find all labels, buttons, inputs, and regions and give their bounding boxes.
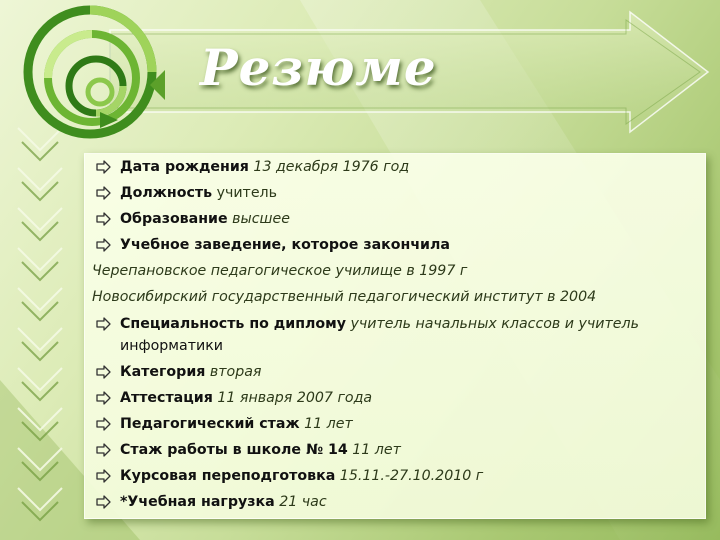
list-item [120,157,409,177]
resume-panel [84,153,706,519]
arrow-right-outline-icon [96,468,112,484]
item-value: 11 лет [304,416,353,432]
item-label: Учебное заведение, которое закончила [120,237,450,253]
item-value: вторая [209,364,262,380]
list-item [120,314,639,334]
list-item [120,414,353,434]
arrow-right-outline-icon [96,390,112,406]
arrow-right-outline-icon [96,316,112,332]
list-item [120,492,327,512]
item-value: 11 лет [352,442,401,458]
arrow-right-outline-icon [96,494,112,510]
arrow-right-outline-icon [96,364,112,380]
item-label: Образование [120,211,228,227]
arrow-right-outline-icon [96,237,112,253]
item-value: Новосибирский государственный педагогический институт в 2004 [92,289,597,305]
item-label: Аттестация [120,390,213,406]
list-item [120,209,290,229]
item-value-continued: информатики [120,338,223,354]
list-item [120,183,277,203]
item-label: Должность [120,185,213,201]
item-value: учитель [216,185,277,201]
item-label: Педагогический стаж [120,416,300,432]
list-item [120,440,401,460]
item-label: Стаж работы в школе № 14 [120,442,348,458]
item-label: Специальность по диплому [120,316,346,332]
list-item [120,235,450,255]
list-item [92,287,596,307]
arrow-right-outline-icon [96,185,112,201]
item-value: Черепановское педагогическое училище в 1997 г [92,263,468,279]
item-value: 11 января 2007 года [217,390,373,406]
arrow-right-outline-icon [96,211,112,227]
arrow-right-outline-icon [96,416,112,432]
page-title: Резюме [200,38,437,97]
list-item [120,362,261,382]
list-item [120,388,372,408]
arrow-right-outline-icon [96,442,112,458]
list-item [92,261,467,281]
item-label: *Учебная нагрузка [120,494,275,510]
item-label: Курсовая переподготовка [120,468,336,484]
item-value: 21 час [279,494,327,510]
item-label: Дата рождения [120,159,249,175]
item-value: учитель начальных классов и учитель [350,316,639,332]
item-label: Категория [120,364,206,380]
item-value: 13 декабря 1976 год [253,159,410,175]
arrow-right-outline-icon [96,159,112,175]
list-item [120,466,483,486]
item-value: высшее [232,211,290,227]
item-value: 15.11.-27.10.2010 г [339,468,484,484]
